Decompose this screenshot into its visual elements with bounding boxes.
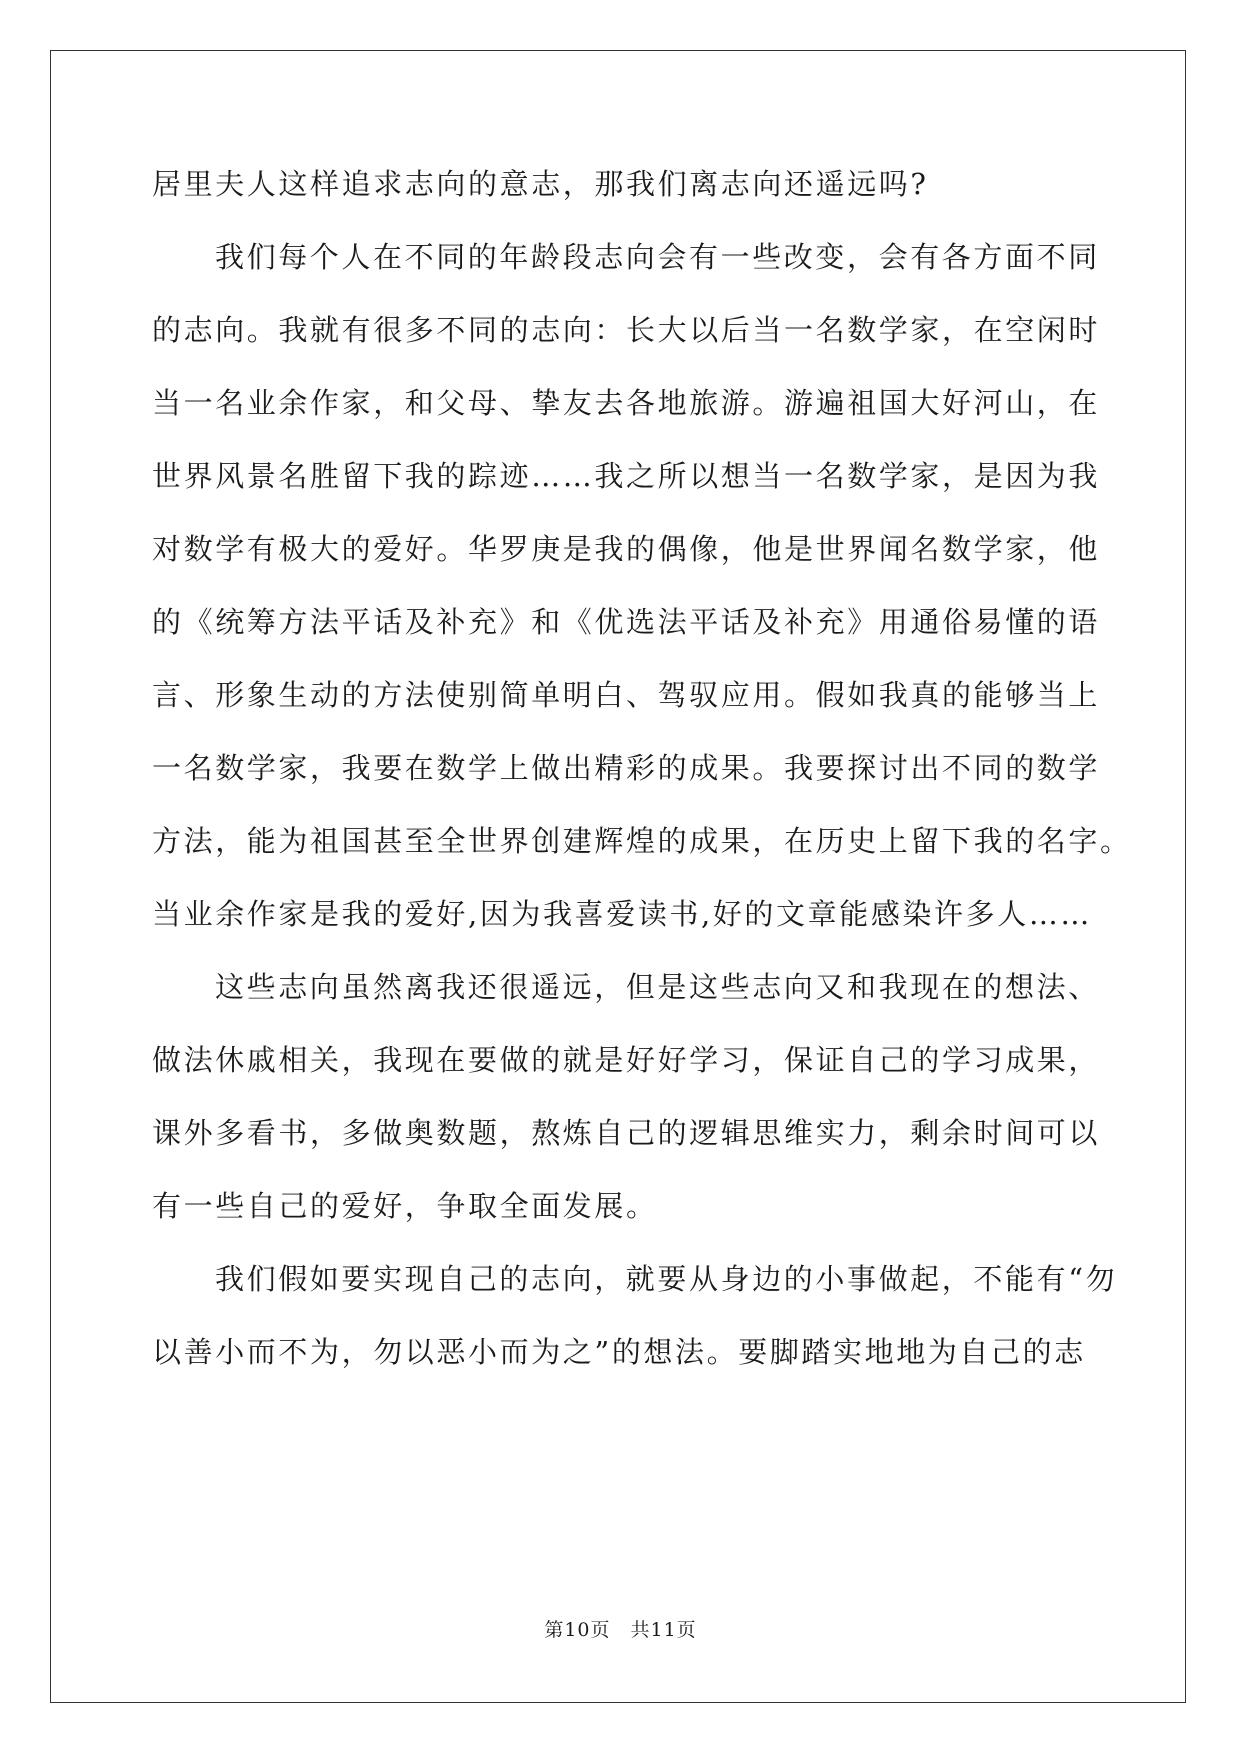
text-line: 一名数学家，我要在数学上做出精彩的成果。我要探讨出不同的数学: [152, 751, 1101, 785]
total-page-count: 共11页: [630, 1619, 697, 1641]
text-line: 有一些自己的爱好，争取全面发展。: [152, 1189, 658, 1223]
text-line: 以善小而不为，勿以恶小而为之”的想法。要脚踏实地地为自己的志: [152, 1335, 1086, 1369]
text-line: 做法休戚相关，我现在要做的就是好好学习，保证自己的学习成果，: [152, 1043, 1101, 1077]
text-line: 对数学有极大的爱好。华罗庚是我的偶像，他是世界闻名数学家，他: [152, 532, 1101, 566]
text-line: 课外多看书，多做奥数题，熬炼自己的逻辑思维实力，剩余时间可以: [152, 1116, 1101, 1150]
page-border: [50, 50, 1186, 1703]
text-line: 居里夫人这样追求志向的意志，那我们离志向还遥远吗?: [152, 167, 929, 201]
text-line: 当业余作家是我的爱好,因为我喜爱读书,好的文章能感染许多人……: [152, 897, 1093, 931]
current-page-number: 第10页: [544, 1619, 611, 1641]
page-footer: [0, 1615, 1241, 1642]
text-line: 的志向。我就有很多不同的志向：长大以后当一名数学家，在空闲时: [152, 313, 1101, 347]
text-line: 方法，能为祖国甚至全世界创建辉煌的成果，在历史上留下我的名字。: [152, 824, 1132, 858]
text-line: 世界风景名胜留下我的踪迹……我之所以想当一名数学家，是因为我: [152, 459, 1101, 493]
text-line: 当一名业余作家，和父母、挚友去各地旅游。游遍祖国大好河山，在: [152, 386, 1101, 420]
text-line: 这些志向虽然离我还很遥远，但是这些志向又和我现在的想法、: [215, 970, 1100, 1004]
text-line: 的《统筹方法平话及补充》和《优选法平话及补充》用通俗易懂的语: [152, 605, 1101, 639]
text-line: 我们假如要实现自己的志向，就要从身边的小事做起，不能有“勿: [215, 1262, 1118, 1296]
text-line: 言、形象生动的方法使别简单明白、驾驭应用。假如我真的能够当上: [152, 678, 1101, 712]
text-line: 我们每个人在不同的年龄段志向会有一些改变，会有各方面不同: [215, 240, 1100, 274]
